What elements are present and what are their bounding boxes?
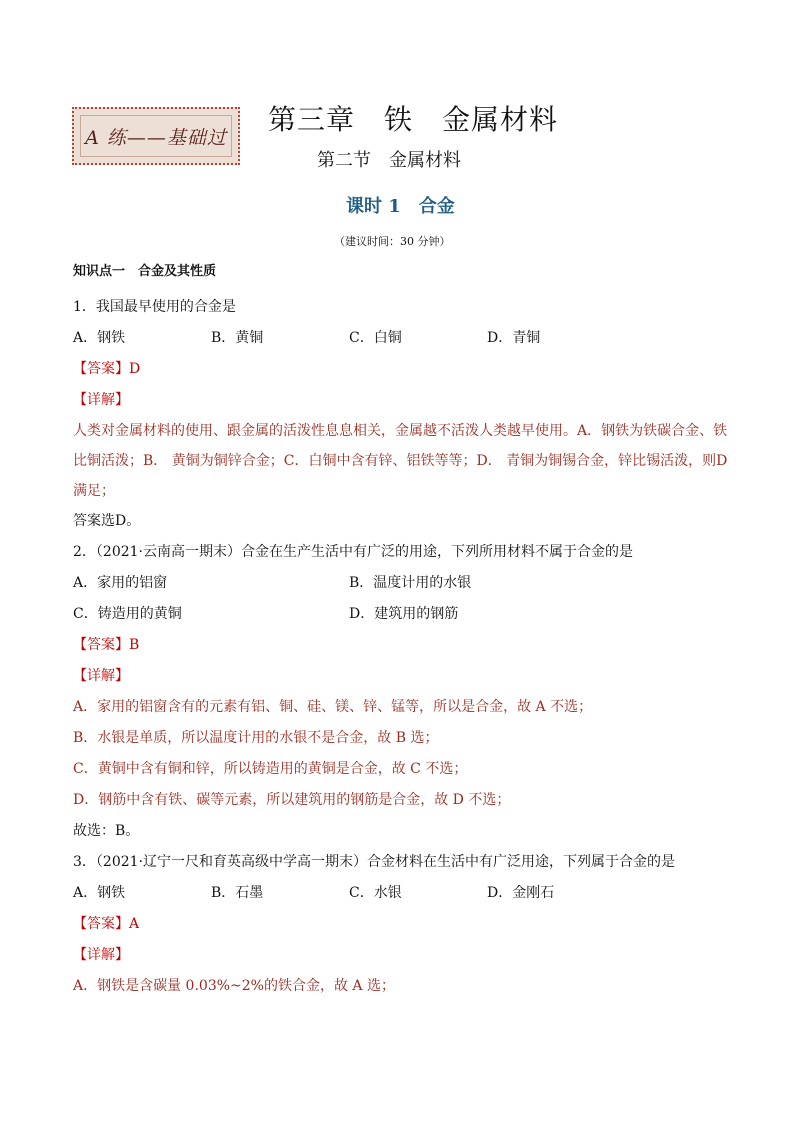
option-b: B．温度计用的水银 xyxy=(349,575,472,591)
option-a: A．钢铁 xyxy=(73,885,126,901)
option-b: B．石墨 xyxy=(211,885,264,901)
question-3-stem: 3．（2021·辽宁一尺和育英高级中学高一期末）合金材料在生活中有广泛用途，下列属于合金的是 xyxy=(73,854,675,870)
badge-label: A 练——基础过 xyxy=(80,115,232,157)
option-d: D．金刚石 xyxy=(487,885,555,901)
option-d: D．青铜 xyxy=(487,330,541,346)
question-3-options xyxy=(73,878,733,909)
question-2-explain-d: D．钢筋中含有铁、碳等元素，所以建筑用的钢筋是合金，故 D 不选； xyxy=(73,792,511,808)
option-c: C．白铜 xyxy=(349,330,402,346)
chapter-title: 第三章 铁 金属材料 xyxy=(268,103,559,136)
option-a: A．家用的铝窗 xyxy=(73,575,168,591)
question-2-explain-a: A．家用的铝窗含有的元素有铝、铜、硅、镁、锌、锰等，所以是合金，故 A 不选； xyxy=(73,699,593,715)
question-2-conclusion: 故选：B。 xyxy=(73,823,140,839)
suggested-time: （建议时间：30 分钟） xyxy=(334,235,451,248)
question-1-detail-label: 【详解】 xyxy=(73,392,129,408)
question-2-explain-c: C．黄铜中含有铜和锌，所以铸造用的黄铜是合金，故 C 不选； xyxy=(73,761,468,777)
option-d: D．建筑用的钢筋 xyxy=(349,606,459,622)
question-1-stem: 1．我国最早使用的合金是 xyxy=(73,299,236,315)
practice-level-badge xyxy=(72,107,240,165)
question-2-stem: 2．（2021·云南高一期末）合金在生产生活中有广泛的用途，下列所用材料不属于合金的是 xyxy=(73,544,633,560)
option-c: C．水银 xyxy=(349,885,402,901)
question-2-explain-b: B．水银是单质，所以温度计用的水银不是合金，故 B 选； xyxy=(73,730,439,746)
question-1-answer: 【答案】D xyxy=(73,361,141,377)
option-b: B．黄铜 xyxy=(211,330,264,346)
section-title: 第二节 金属材料 xyxy=(317,150,461,171)
knowledge-point-heading: 知识点一 合金及其性质 xyxy=(73,264,217,279)
option-a: A．钢铁 xyxy=(73,330,126,346)
question-3-answer: 【答案】A xyxy=(73,916,140,932)
question-2-options xyxy=(73,568,733,630)
question-1-options xyxy=(73,323,733,354)
question-1-conclusion: 答案选D。 xyxy=(73,513,141,529)
question-3-explain-a: A．钢铁是含碳量 0.03%~2%的铁合金，故 A 选； xyxy=(73,978,395,994)
question-2-detail-label: 【详解】 xyxy=(73,668,129,684)
question-2-answer: 【答案】B xyxy=(73,637,140,653)
lesson-title: 课时 1 合金 xyxy=(346,196,455,217)
option-c: C．铸造用的黄铜 xyxy=(73,606,182,622)
question-1-explanation: 人类对金属材料的使用、跟金属的活泼性息息相关，金属越不活泼人类越早使用。A．钢铁为铁碳合金、铁比铜活泼；B． 黄铜为铜锌合金；C．白铜中含有锌、铝铁等等；D． 青铜为铜锡合金，锌比锡活泼，则D满足； xyxy=(73,423,728,499)
question-3-detail-label: 【详解】 xyxy=(73,947,129,963)
worksheet-body xyxy=(73,262,733,1002)
